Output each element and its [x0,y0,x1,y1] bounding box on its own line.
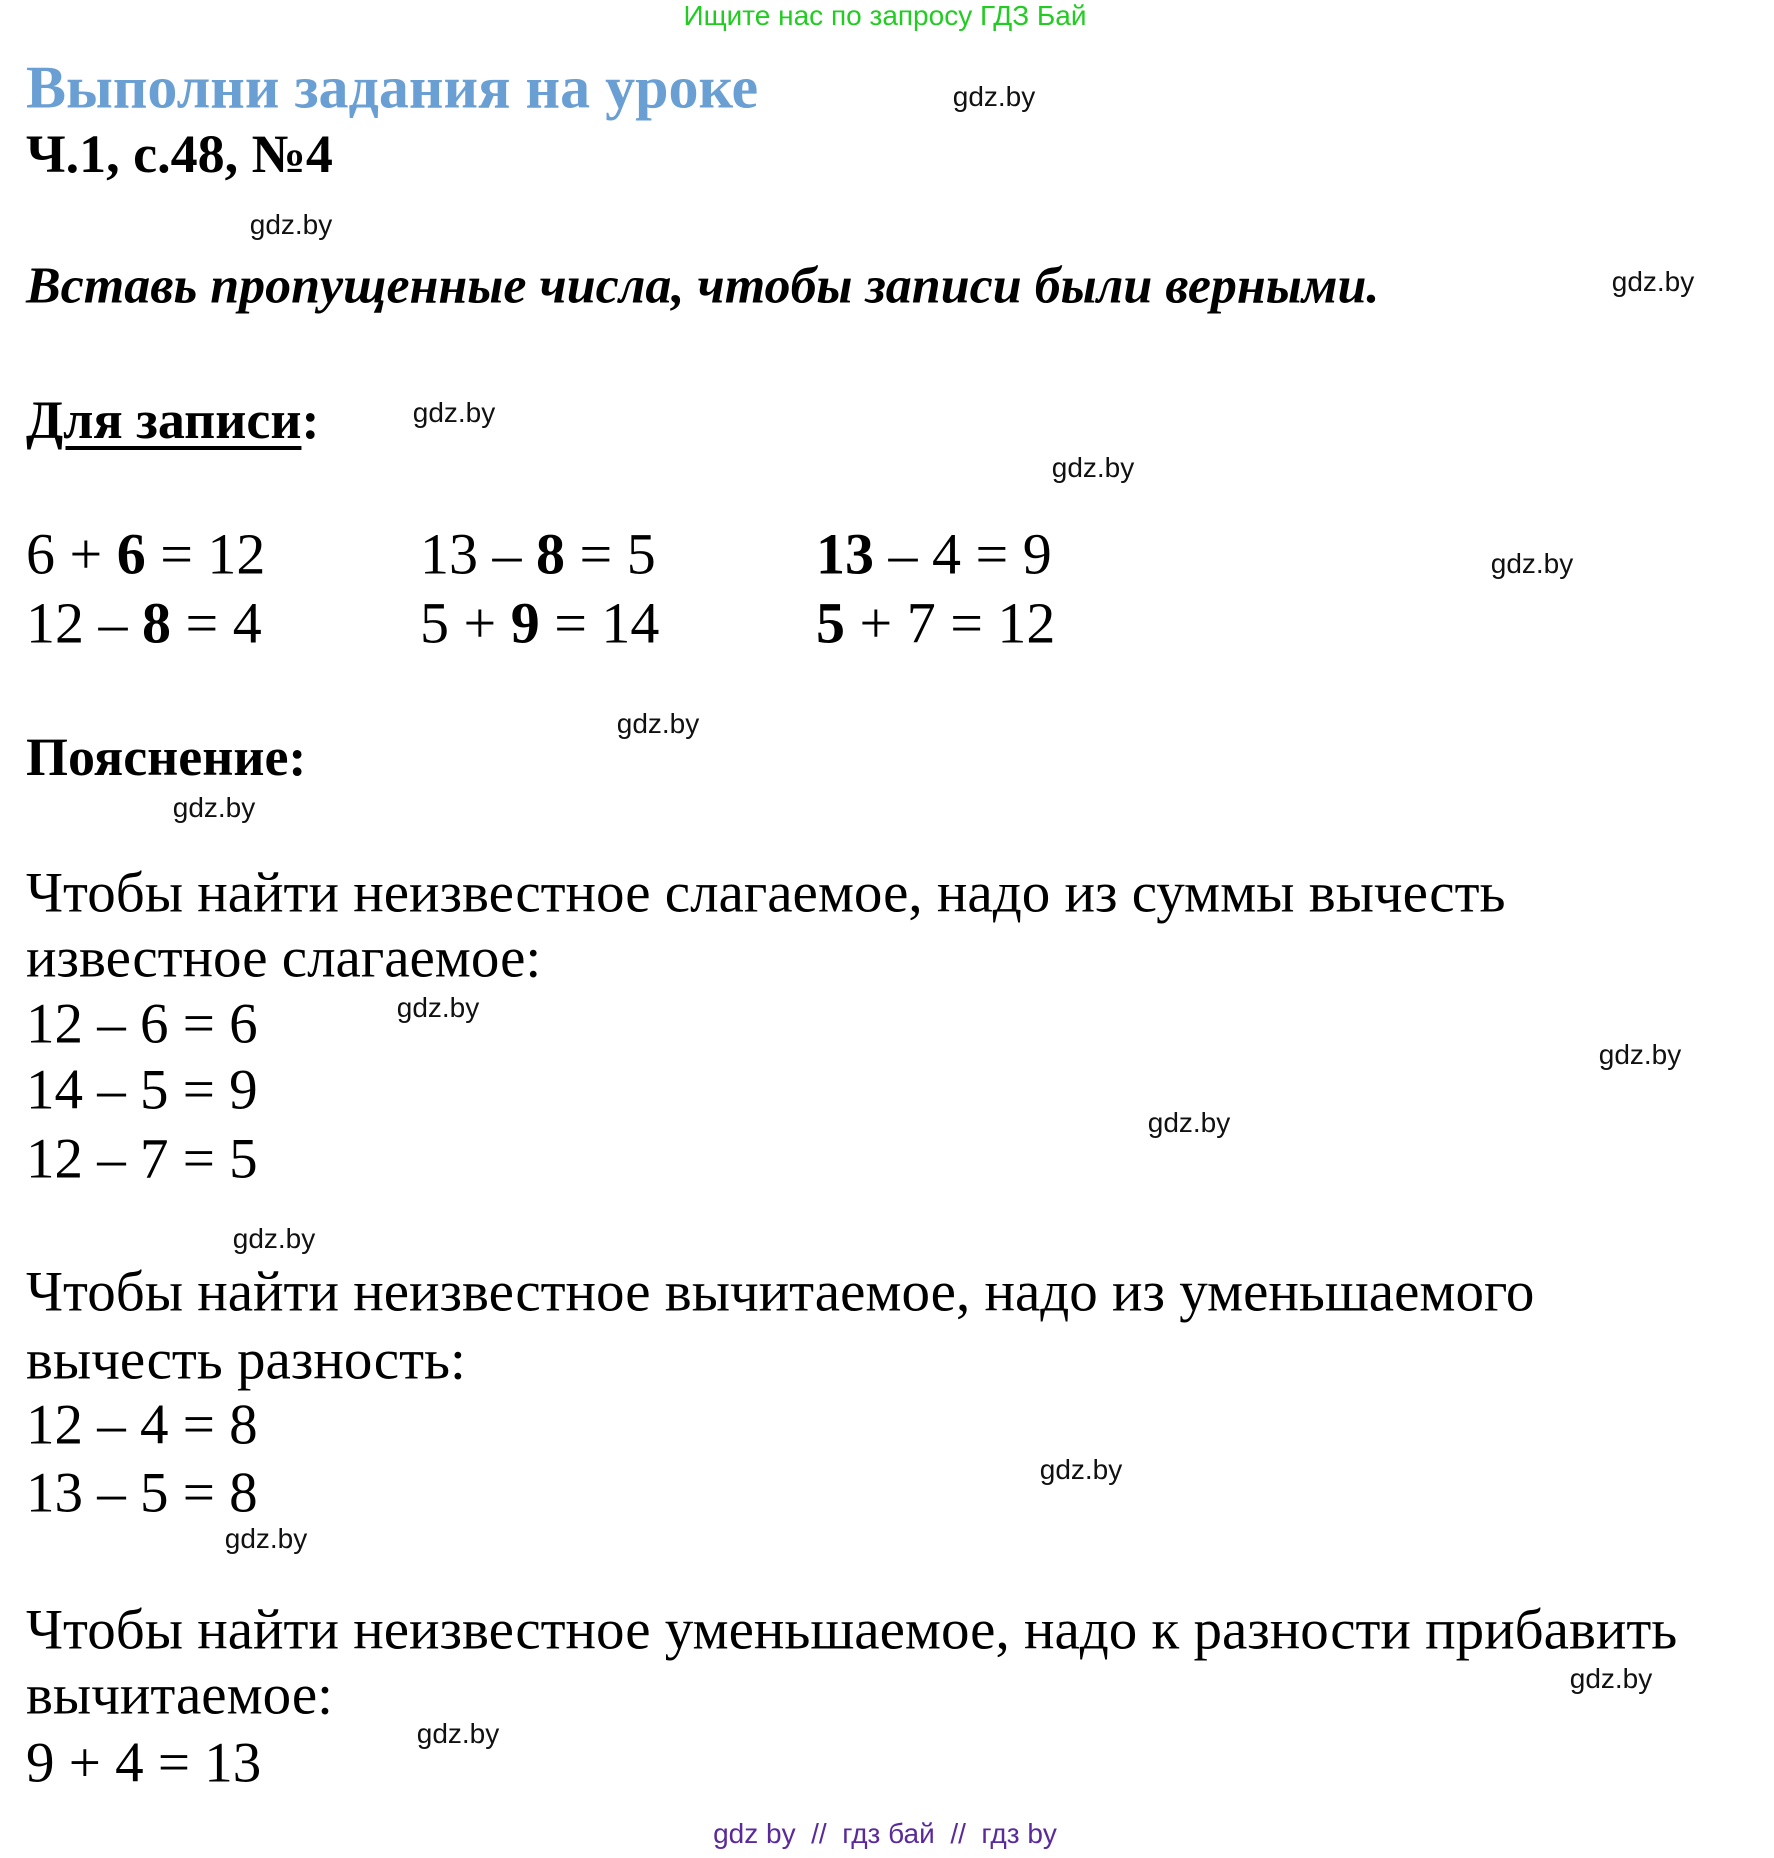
explanation-line: Чтобы найти неизвестное вычитаемое, надо из уменьшаемого [26,1260,1535,1324]
equation [26,521,265,588]
equation-part: = 12 [145,521,266,587]
filled-number: 13 [816,521,874,587]
top-banner[interactable]: Ищите нас по запросу ГДЗ Бай [683,0,1087,31]
watermark: gdz.by [172,792,256,823]
equation-part: = 5 [565,521,656,587]
filled-number: 8 [536,521,565,587]
explanation-line: вычесть разность: [26,1328,466,1392]
equation [816,521,1052,588]
watermark: gdz.by [616,708,700,739]
footer-links[interactable]: gdz by // гдз бай // гдз by [713,1818,1057,1849]
equation-part: – 4 = 9 [874,521,1052,587]
filled-number: 8 [142,590,171,656]
explanation-line: 13 – 5 = 8 [26,1461,258,1525]
equation-part: 13 – [420,521,536,587]
watermark: gdz.by [396,992,480,1023]
equation-part: 5 + [420,590,511,656]
watermark: gdz.by [1051,452,1135,483]
equation [26,590,262,657]
equation-part: 12 – [26,590,142,656]
filled-number: 5 [816,590,845,656]
explanation-line: вычитаемое: [26,1663,333,1727]
equation [816,590,1055,657]
watermark: gdz.by [1490,548,1574,579]
watermark: gdz.by [1569,1663,1653,1694]
record-heading-colon: : [301,390,320,450]
explanation-line: 9 + 4 = 13 [26,1731,262,1795]
watermark: gdz.by [232,1223,316,1254]
watermark: gdz.by [224,1523,308,1554]
equation-part: = 14 [539,590,660,656]
task-instruction: Вставь пропущенные числа, чтобы записи были верными. [26,257,1380,315]
explanation-line: Чтобы найти неизвестное слагаемое, надо из суммы вычесть [26,861,1506,925]
record-heading-text: Для записи [26,390,302,450]
page-title: Выполни задания на уроке [26,54,759,121]
watermark: gdz.by [1039,1454,1123,1485]
explanation-heading: Пояснение: [26,727,307,787]
watermark: gdz.by [412,397,496,428]
watermark: gdz.by [1611,266,1695,297]
watermark: gdz.by [1147,1107,1231,1138]
record-heading [26,389,319,451]
filled-number: 6 [116,521,146,587]
exercise-reference: Ч.1, с.48, №4 [26,124,333,184]
explanation-line: Чтобы найти неизвестное уменьшаемое, надо к разности прибавить [26,1598,1678,1662]
explanation-line: 12 – 7 = 5 [26,1127,258,1191]
equation [420,521,656,588]
watermark: gdz.by [416,1718,500,1749]
explanation-line: известное слагаемое: [26,926,542,990]
explanation-line: 12 – 6 = 6 [26,992,258,1056]
equation-part: 6 + [26,521,117,587]
watermark: gdz.by [952,81,1036,112]
equation-part: = 4 [171,590,262,656]
equation [420,590,659,657]
watermark: gdz.by [1598,1039,1682,1070]
watermark: gdz.by [249,209,333,240]
explanation-line: 14 – 5 = 9 [26,1058,258,1122]
filled-number: 9 [510,590,540,656]
explanation-line: 12 – 4 = 8 [26,1393,258,1457]
equation-part: + 7 = 12 [845,590,1056,656]
